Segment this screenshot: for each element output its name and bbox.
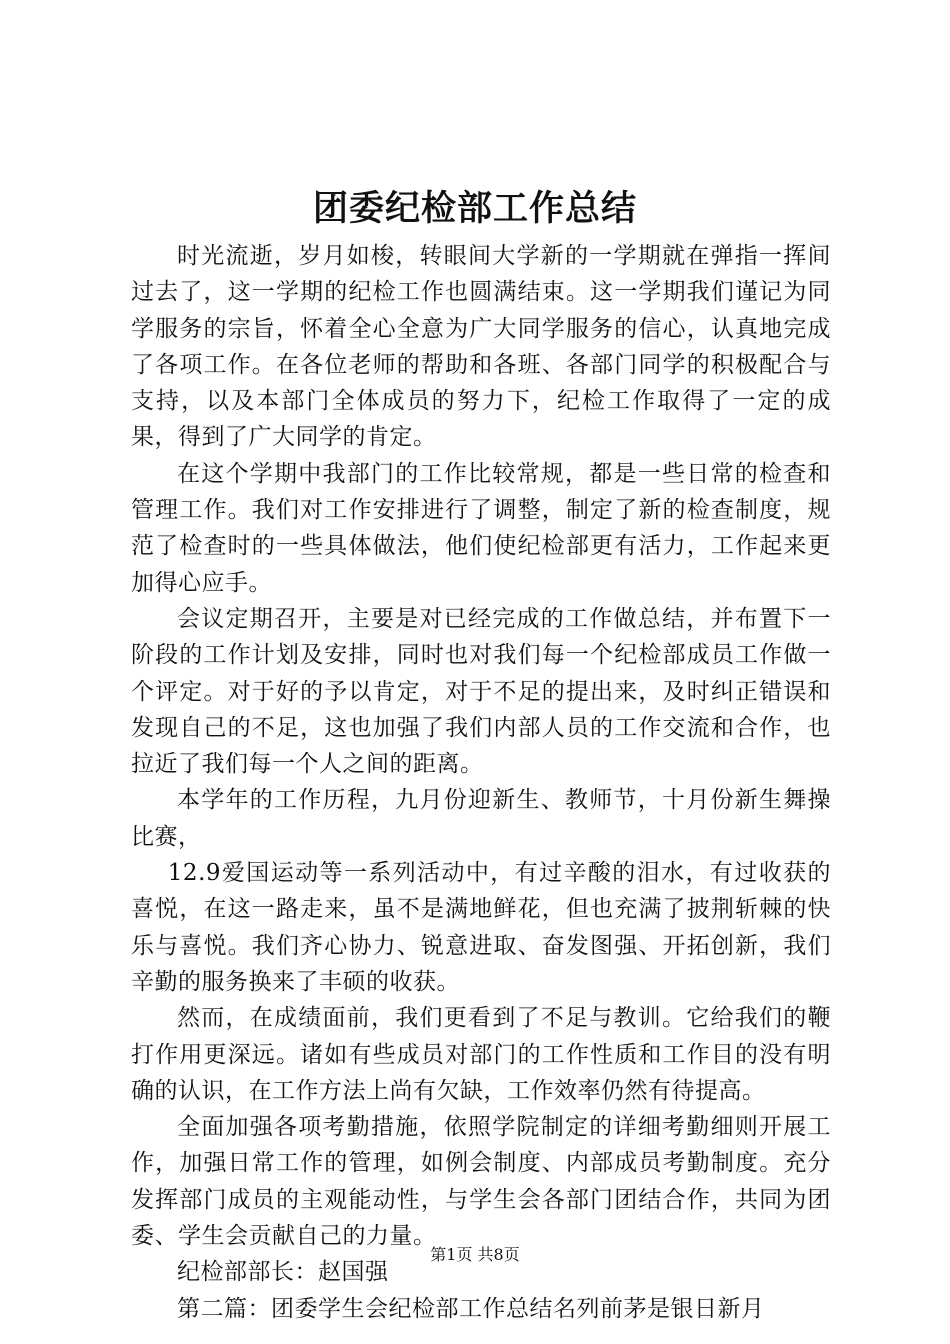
next-section-heading: 第二篇：团委学生会纪检部工作总结名列前茅是银日新月 xyxy=(177,1295,765,1322)
paragraph: 本学年的工作历程，九月份迎新生、教师节，十月份新生舞操比赛， xyxy=(131,787,831,850)
paragraph: 全面加强各项考勤措施，依照学院制定的详细考勤细则开展工作，加强日常工作的管理，如例会制度、内部成员考勤制度。充分发挥部门成员的主观能动性，与学生会各部门团结合作，共同为团委、学生会贡献自己的力量。 xyxy=(131,1114,831,1250)
paragraph: 然而，在成绩面前，我们更看到了不足与教训。它给我们的鞭打作用更深远。诸如有些成员对部门的工作性质和工作目的没有明确的认识，在工作方法上尚有欠缺，工作效率仍然有待提高。 xyxy=(131,1005,831,1104)
paragraph: 时光流逝，岁月如梭，转眼间大学新的一学期就在弹指一挥间过去了，这一学期的纪检工作也圆满结束。这一学期我们谨记为同学服务的宗旨，怀着全心全意为广大同学服务的信心，认真地完成了各项工作。在各位老师的帮助和各班、各部门同学的积极配合与支持，以及本部门全体成员的努力下，纪检工作取得了一定的成果，得到了广大同学的肯定。 xyxy=(131,243,831,451)
signature-line: 纪检部部长：赵国强 xyxy=(177,1259,389,1286)
paragraph: 在这个学期中我部门的工作比较常规，都是一些日常的检查和管理工作。我们对工作安排进行了调整，制定了新的检查制度，规范了检查时的一些具体做法，他们使纪检部更有活力，工作起来更加得心应手。 xyxy=(131,460,831,596)
page-number-footer: 第1页 共8页 xyxy=(430,1245,520,1264)
paragraph: 会议定期召开，主要是对已经完成的工作做总结，并布置下一阶段的工作计划及安排，同时也对我们每一个纪检部成员工作做一个评定。对于好的予以肯定，对于不足的提出来，及时纠正错误和发现自己的不足，这也加强了我们内部人员的工作交流和合作，也拉近了我们每一个人之间的距离。 xyxy=(131,605,831,778)
paragraph: 12.9爱国运动等一系列活动中，有过辛酸的泪水，有过收获的喜悦，在这一路走来，虽不是满地鲜花，但也充满了披荆斩棘的快乐与喜悦。我们齐心协力、锐意进取、奋发图强、开拓创新，我们辛勤的服务换来了丰硕的收获。 xyxy=(131,860,831,995)
document-body xyxy=(131,238,831,1327)
document-title: 团委纪检部工作总结 xyxy=(312,188,637,229)
